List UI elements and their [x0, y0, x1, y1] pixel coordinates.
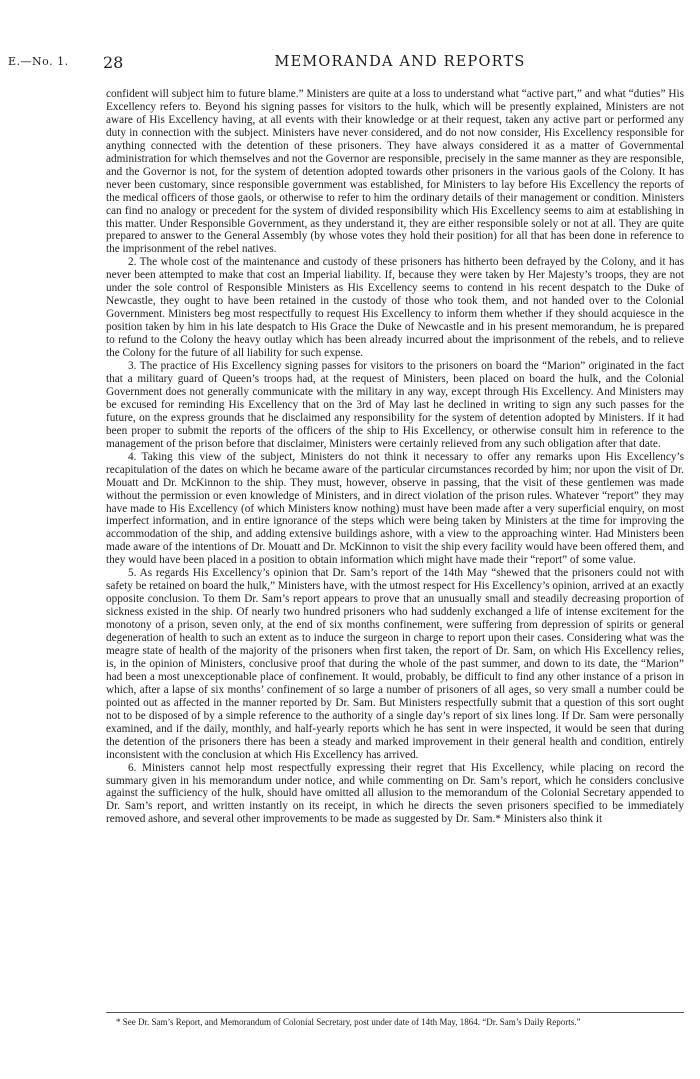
- footnote-divider: [106, 1012, 684, 1013]
- page-number: 28: [103, 53, 124, 72]
- paragraph-continuation: confident will subject him to future blame.” Ministers are quite at a loss to understand what “active part,” and what “duties” His Excellency refers to. Beyond his signing passes for visitors to the hulk, which will be presently explained, Ministers are not aware of His Excellency having, at all events with their knowledge or at their request, taken any active part or performed any duty in connection with the subject. Ministers have never considered, and do not now consider, His Excellency responsible for anything connected with the detention of these prisoners. They have always considered it as a matter of Governmental administration for which themselves and not the Governor are responsible, precisely in the same manner as they are responsible, and the Governor is not, for the system of detention adopted towards other prisoners in the various gaols of the Colony. It has never been customary, since responsible government was established, for Ministers to lay before His Excellency the reports of the medical officers of those gaols, or otherwise to refer to him the ordinary details of their management or condition. Ministers can find no analogy or precedent for the system of divided responsibility which His Excellency seems to aim at establishing in this matter. Under Responsible Government, as they understand it, they are either responsible solely or not at all. They are quite prepared to answer to the General Assembly (by whose votes they hold their position) for all that has been done in reference to the imprisonment of the rebel natives.: [106, 88, 684, 256]
- paragraph-5: 5. As regards His Excellency’s opinion that Dr. Sam’s report of the 14th May “shewed that the prisoners could not with safety be retained on board the hulk,” Ministers have, with the utmost respect for His Excellency’s opinion, arrived at an exactly opposite conclusion. To them Dr. Sam’s report appears to prove that an unusually small and steadily decreasing proportion of sickness existed in the ship. Of nearly two hundred prisoners who had suddenly exchanged a life of intense excitement for the monotony of a prison, seven only, at the end of six months confinement, were suffering from depression of spirits or general degeneration of health to such an extent as to induce the surgeon in charge to report upon their cases. Considering what was the meagre state of health of the majority of the prisoners when first taken, the report of Dr. Sam, on which His Excellency relies, is, in the opinion of Ministers, conclusive proof that during the whole of the past summer, and down to its date, the “Marion” had been a most unexceptionable place of confinement. It would, probably, be difficult to find any other instance of a prison in which, after a lapse of six months’ confinement of so large a number of prisoners of all ages, so very small a number could be pointed out as affected in the manner reported by Dr. Sam. But Ministers respectfully submit that a question of this sort ought not to be disposed of by a simple reference to the authority of a single day’s report of six lines long. If Dr. Sam were personally examined, and if the daily, monthly, and half-yearly reports which he has sent in were inspected, it would be seen that during the detention of the prisoners there has been a steady and marked improvement in their general health and condition, entirely inconsistent with the conclusion at which His Excellency has arrived.: [106, 567, 684, 761]
- running-title: MEMORANDA AND REPORTS: [274, 54, 526, 70]
- paragraph-2: 2. The whole cost of the maintenance and custody of these prisoners has hitherto been defrayed by the Colony, and it has never been attempted to make that cost an Imperial liability. If, because they were taken by Her Majesty’s troops, they are not under the sole control of Responsible Ministers as His Excellency seems to contend in his recent despatch to the Duke of Newcastle, they ought to have been retained in the custody of those who took them, and not handed over to the Colonial Government. Ministers beg most respectfully to request His Excellency to inform them whether if they should acquiesce in the position taken by him in his late despatch to His Grace the Duke of Newcastle and in his present memorandum, he is prepared to refund to the Colony the heavy outlay which has been already incurred about the imprisonment of the rebels, and to relieve the Colony for the future of all liability for such expense.: [106, 256, 684, 360]
- paragraph-4: 4. Taking this view of the subject, Ministers do not think it necessary to offer any remarks upon His Excellency’s recapitulation of the dates on which he became aware of the particular circumstances recorded by him; nor upon the visit of Dr. Mouatt and Dr. McKinnon to the ship. They must, however, observe in passing, that the visit of these gentlemen was made without the permission or even knowledge of Ministers, and in direct violation of the prison rules. Whatever “report” they may have made to His Excellency (of which Ministers know nothing) must have been made after a very superficial enquiry, on most imperfect information, and in entire ignorance of the steps which were being taken by Ministers at the time for improving the accommodation of the ship, and adding extensive buildings ashore, with a view to the approaching winter. Had Ministers been made aware of the intentions of Dr. Mouatt and Dr. McKinnon to visit the ship every facility would have been offered them, and they would have been placed in a position to obtain information which might have made their “report” of some value.: [106, 450, 684, 567]
- body-text: [106, 88, 684, 993]
- footnote: * See Dr. Sam’s Report, and Memorandum of Colonial Secretary, post under date of 14th May, 1864. “Dr. Sam’s Daily Reports.”: [116, 1017, 581, 1027]
- page-header: [0, 55, 700, 77]
- paragraph-6: 6. Ministers cannot help most respectfully expressing their regret that His Excellency, while placing on record the summary given in his memorandum under notice, and while commenting on Dr. Sam’s report, which he considers conclusive against the sufficiency of the hulk, should have omitted all allusion to the memorandum of the Colonial Secretary appended to Dr. Sam’s report, and written instantly on its receipt, in which he directs the seven prisoners specified to be immediately removed ashore, and several other improvements to be made as suggested by Dr. Sam.* Ministers also think it: [106, 761, 684, 826]
- document-reference: E.—No. 1.: [8, 55, 69, 68]
- paragraph-3: 3. The practice of His Excellency signing passes for visitors to the prisoners on board the “Marion” originated in the fact that a military guard of Queen’s troops had, at the request of Ministers, been placed on board the hulk, and the Colonial Government does not generally communicate with the military in any way, except through His Excellency. And Ministers may be excused for reminding His Excellency that on the 3rd of May last he declined in writing to sign any such passes for the future, on the express grounds that he disclaimed any responsibility for the system of detention adopted by Ministers. If it had been proper to submit the reports of the officers of the ship to His Excellency, or otherwise consult him in reference to the management of the prison before that disclaimer, Ministers were certainly relieved from any such obligation after that date.: [106, 360, 684, 450]
